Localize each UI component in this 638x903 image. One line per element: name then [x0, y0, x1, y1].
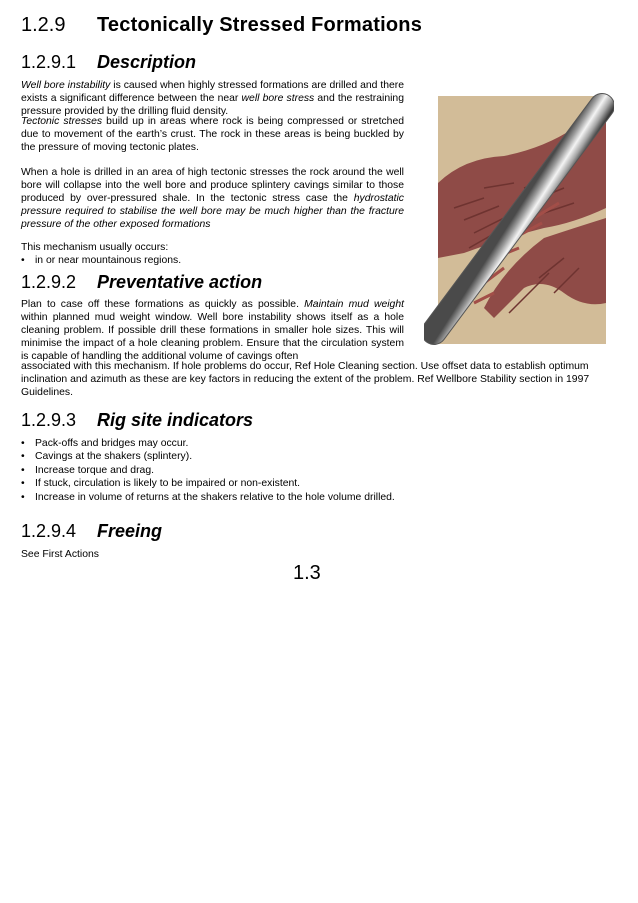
term-well-bore-instability: Well bore instability: [21, 80, 111, 91]
description-paragraph-3: [21, 166, 404, 231]
preventative-heading: [21, 272, 262, 293]
text-run: When a hole is drilled in an area of high tectonic stresses the rock around the well bore will collapse into the well bore and produce splintery cavings similar to those produced by over-pressured shale. In the tectonic stress case the: [21, 167, 404, 204]
freeing-heading: [21, 521, 162, 542]
section-heading: [21, 14, 422, 37]
text-run: build up in areas where rock is being compressed or stretched due to movement of the earth’s crust. The rock in these areas is being buckled by the pressure of moving tectonic plates.: [21, 116, 405, 153]
hydrostatic-pressure-note: hydrostatic pressure required to stabilise the well bore may be much higher than the fracture pressure of the other exposed formations: [21, 193, 404, 230]
text-run: Plan to case off these formations as quickly as possible.: [21, 299, 305, 310]
description-heading: [21, 52, 196, 73]
preventative-number: 1.2.9.2: [21, 272, 77, 292]
list-item: • Increase in volume of returns at the shakers relative to the hole volume drilled.: [21, 491, 395, 504]
preventative-paragraph-1: [21, 298, 404, 363]
page-number: 1.3: [293, 562, 321, 584]
text-run: and the restraining pressure provided by the drilling fluid density.: [21, 93, 404, 117]
term-maintain-mud-weight: Maintain mud weight: [304, 299, 405, 310]
text-run: is caused when highly stressed formations are drilled and there exists a significant difference between the near: [21, 80, 404, 104]
indicators-title: Rig site indicators: [97, 410, 254, 430]
term-well-bore-stress: well bore stress: [241, 93, 315, 104]
description-paragraph-4: This mechanism usually occurs:: [21, 242, 169, 253]
tectonic-wellbore-illustration: [424, 88, 614, 354]
list-item: • Pack-offs and bridges may occur.: [21, 437, 395, 450]
text-run: within planned mud weight window. Well bore instability shows itself as a hole cleaning problem. If possible drill these formations in smaller hole sizes. This will minimise the impact of a hole cleaning problem. Ensure that the circulation system is capable of handling the additional volume of cavings often: [21, 312, 404, 362]
term-tectonic-stresses: Tectonic stresses: [21, 116, 103, 127]
list-item: • Cavings at the shakers (splintery).: [21, 450, 395, 463]
list-item: • If stuck, circulation is likely to be impaired or non-existent.: [21, 477, 395, 490]
indicators-heading: [21, 410, 253, 431]
indicators-number: 1.2.9.3: [21, 410, 77, 430]
freeing-text: See First Actions: [21, 549, 99, 560]
list-item: • in or near mountainous regions.: [21, 254, 181, 267]
section-number: 1.2.9: [21, 14, 66, 36]
description-title: Description: [97, 52, 197, 72]
description-number: 1.2.9.1: [21, 52, 77, 72]
description-paragraph-2: [21, 115, 404, 154]
preventative-paragraph-2: associated with this mechanism. If hole problems do occur, Ref Hole Cleaning section. Use offset data to establish optimum inclination and azimuth as these are key factors in reducing the extent of the problem. Ref Wellbore Stability section in 1997 Guidelines.: [21, 361, 590, 398]
occurrence-list: [21, 254, 181, 267]
freeing-number: 1.2.9.4: [21, 521, 77, 541]
section-title: Tectonically Stressed Formations: [97, 14, 423, 36]
indicators-list: [21, 437, 395, 504]
preventative-title: Preventative action: [97, 272, 263, 292]
list-item: • Increase torque and drag.: [21, 464, 395, 477]
description-paragraph-1: [21, 79, 404, 118]
freeing-title: Freeing: [97, 521, 163, 541]
